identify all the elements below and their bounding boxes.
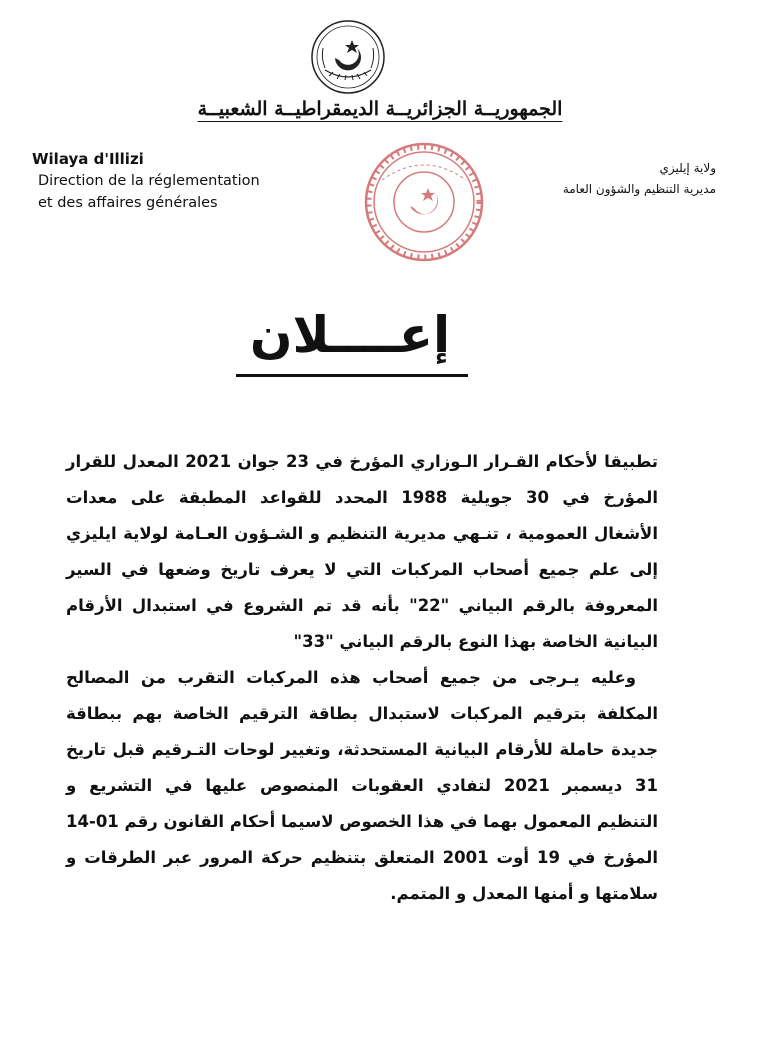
wilaya-name-fr: Wilaya d'Illizi [32, 150, 144, 168]
french-header [32, 148, 312, 214]
direction-line-1-fr: Direction de la réglementation [38, 173, 260, 189]
republic-title: الجمهوريــة الجزائريــة الديمقراطيــة الشعبيــة [197, 98, 563, 120]
national-emblem-icon [309, 18, 387, 96]
direction-line-2-fr: et des affaires générales [38, 195, 218, 211]
announcement-title: إعــــلان [249, 306, 451, 364]
arabic-header [456, 158, 716, 200]
title-underline [236, 374, 468, 377]
body-paragraph-2: وعليه يـرجى من جميع أصحاب هذه المركبات التقرب من المصالح المكلفة بترقيم المركبات لاستبدال بطاقة الترقيم الخاصة بهم ببطاقة جديدة حاملة للأرقام البيانية المستحدثة، وتغيير لوحات التـرقيم قبل تاريخ 31 ديسمبر 2021 لتفادي العقوبات المنصوص عليها في التشريع و التنظيم المعمول بهما في هذا الخصوص لاسيما أحكام القانون رقم 01-14 المؤرخ في 19 أوت 2001 المتعلق بتنظيم حركة المرور عبر الطرقات و سلامتها و أمنها المعدل و المتمم. [66, 668, 659, 903]
wilaya-name-ar: ولاية إيليزي [659, 161, 716, 175]
announcement-body [66, 444, 658, 912]
body-paragraph-1: تطبيقا لأحكام القـرار الـوزاري المؤرخ في 23 جوان 2021 المعدل للقرار المؤرخ في 30 جويلية 1988 المحدد للقواعد المطبقة على معدات الأشغال العمومية ، تنـهي مديرية التنظيم و الشـؤون العـامة لولاية ايليزي إلى علم جميع أصحاب المركبات التي لا يعرف تاريخ وضعها في السير المعروفة بالرقم البياني "22" بأنه قد تم الشروع في استبدال الأرقام البيانية الخاصة بهذا النوع بالرقم البياني "33" [66, 452, 659, 651]
official-stamp-icon [362, 140, 486, 264]
direction-ar: مديرية التنظيم والشؤون العامة [562, 182, 716, 196]
